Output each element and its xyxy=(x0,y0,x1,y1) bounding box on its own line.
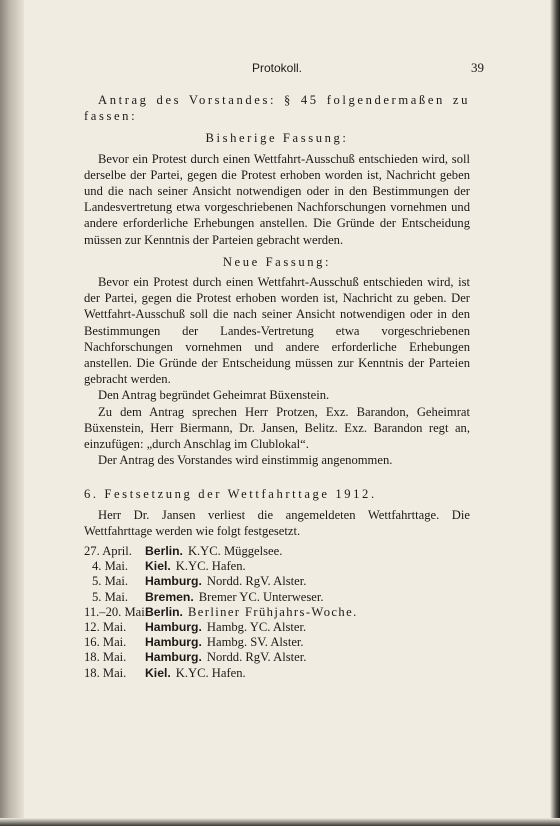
new-version-text: Bevor ein Protest durch einen Wettfahrt-Ausschuß entschieden wird, ist der Partei, gegen die Protest erhoben worden ist, Nachricht zu geben. Der Wettfahrt-Ausschuß soll die nach seiner Ansicht notwendigen oder in den Bestimmungen der Landes-Vertretung etwa vorgeschriebenen Nachforschungen vornehmen und andere erforderliche Erhebungen anstellen. Die Gründe der Entscheidung müssen zur Kenntnis der Parteien gebracht werden. xyxy=(84,275,470,387)
race-schedule xyxy=(84,544,470,681)
schedule-city: Hamburg. xyxy=(145,620,202,635)
page-content xyxy=(84,60,484,681)
schedule-date: 16. Mai. xyxy=(84,635,127,650)
old-version-heading: Bisherige Fassung: xyxy=(205,131,349,146)
schedule-row xyxy=(84,559,470,574)
schedule-date: 5. Mai. xyxy=(92,589,129,604)
schedule-city: Berlin. xyxy=(145,544,183,559)
schedule-city: Berlin. xyxy=(145,604,183,619)
schedule-city: Hamburg. xyxy=(145,635,202,650)
paragraph-speakers: Zu dem Antrag sprechen Herr Protzen, Exz. Barandon, Geheimrat Büxenstein, Herr Biermann, Dr. Jansen, Belitz. Exz. Barandon regt an, einzufügen: „durch Anschlag im Clublokal“. xyxy=(84,404,470,452)
schedule-club: K.YC. Hafen. xyxy=(175,665,246,680)
page-header xyxy=(84,60,484,80)
schedule-date: 12. Mai. xyxy=(84,620,127,635)
new-version-heading: Neue Fassung: xyxy=(222,254,332,269)
schedule-club: K.YC. Müggelsee. xyxy=(187,544,283,559)
old-version-text: Bevor ein Protest durch einen Wettfahrt-Ausschuß entschieden wird, soll derselbe der Partei, gegen die Protest erhoben worden ist, Nachricht geben und die nach seiner Ansicht notwendigen oder in den Bestimmungen der Landesvertretung etwa vorgeschriebenen Nachforschungen vornehmen und andere erforderliche Erhebungen anstellen. Die Gründe der Entscheidung müssen zur Kenntnis der Parteien gebracht werden. xyxy=(84,151,470,247)
schedule-row xyxy=(84,666,470,681)
schedule-row xyxy=(84,620,470,635)
schedule-date: 18. Mai. xyxy=(84,650,127,665)
schedule-club: Bremer YC. Unterweser. xyxy=(198,589,324,604)
schedule-date: 4. Mai. xyxy=(92,559,129,574)
schedule-date: 5. Mai. xyxy=(92,574,129,589)
schedule-club: Hambg. YC. Alster. xyxy=(206,620,307,635)
page-edge-bottom xyxy=(0,818,560,826)
schedule-date: 18. Mai. xyxy=(84,665,127,680)
schedule-row xyxy=(84,650,470,665)
page-edge-right xyxy=(550,0,560,826)
book-spine-shadow xyxy=(0,0,24,826)
schedule-city: Bremen. xyxy=(145,589,194,604)
schedule-row xyxy=(84,590,470,605)
schedule-city: Kiel. xyxy=(145,559,171,574)
schedule-city: Kiel. xyxy=(145,665,171,680)
schedule-date: 27. April. xyxy=(84,544,132,559)
motion-intro: Antrag des Vorstandes: § 45 folgendermaßen zu fassen: xyxy=(84,93,470,124)
schedule-row xyxy=(84,605,470,620)
paragraph-vote: Der Antrag des Vorstandes wird einstimmig angenommen. xyxy=(98,453,393,468)
running-head: Protokoll. xyxy=(251,61,303,75)
schedule-date: 11.–20. Mai. xyxy=(84,604,148,619)
schedule-club: Berliner Frühjahrs-Woche. xyxy=(187,604,358,619)
schedule-city: Hamburg. xyxy=(145,650,202,665)
schedule-row xyxy=(84,544,470,559)
schedule-club: Hambg. SV. Alster. xyxy=(206,635,304,650)
schedule-club: Nordd. RgV. Alster. xyxy=(206,574,307,589)
schedule-club: K.YC. Hafen. xyxy=(175,559,246,574)
section-6-text: Herr Dr. Jansen verliest die angemeldeten Wettfahrttage. Die Wettfahrttage werden wie folgt festgesetzt. xyxy=(84,507,470,538)
schedule-row xyxy=(84,574,470,589)
schedule-row xyxy=(84,635,470,650)
schedule-club: Nordd. RgV. Alster. xyxy=(206,650,307,665)
page-number: 39 xyxy=(471,60,484,75)
section-6-heading: 6. Festsetzung der Wettfahrttage 1912. xyxy=(84,487,377,502)
schedule-city: Hamburg. xyxy=(145,574,202,589)
paragraph-justification: Den Antrag begründet Geheimrat Büxenstein. xyxy=(98,388,330,403)
